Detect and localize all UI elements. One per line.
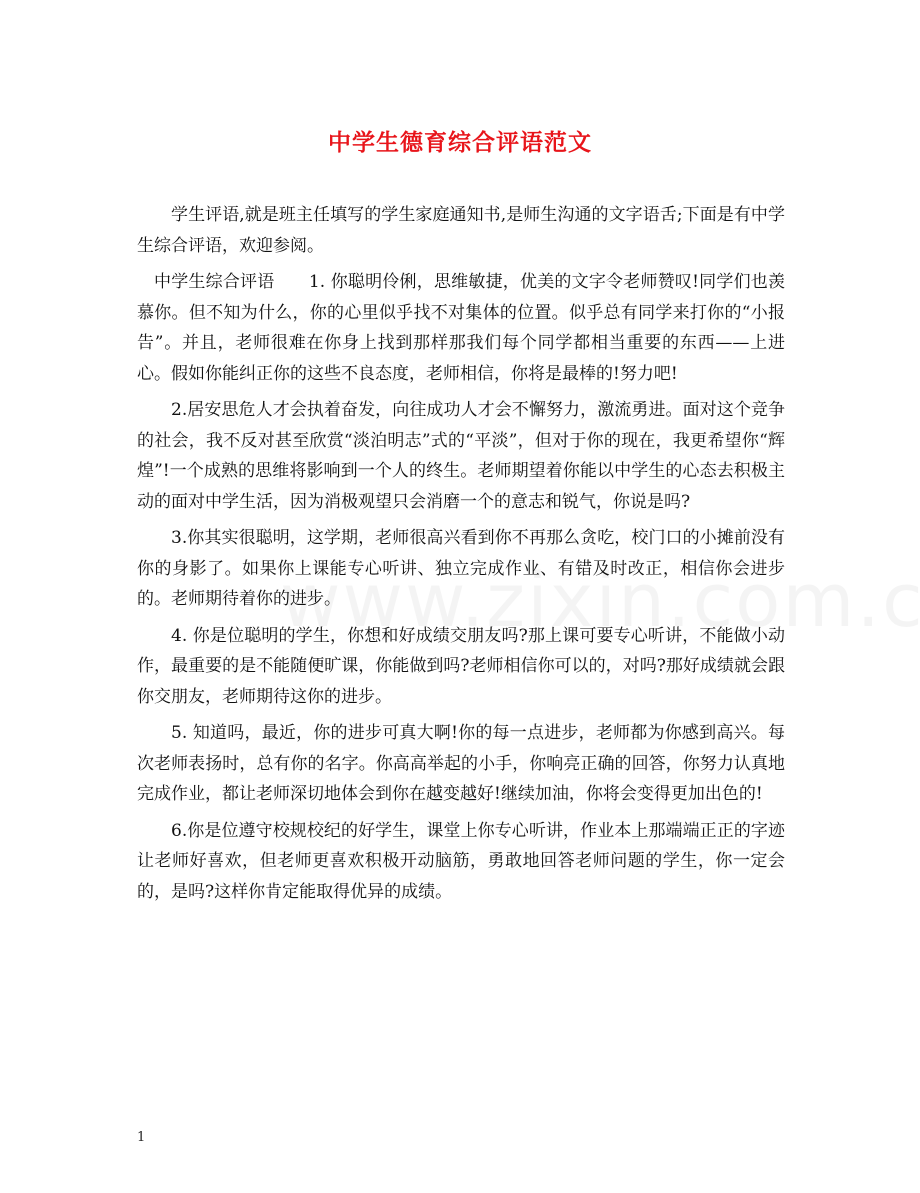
intro-paragraph: 学生评语,就是班主任填写的学生家庭通知书,是师生沟通的文字语舌;下面是有中学生综合评语，欢迎参阅。	[137, 205, 785, 256]
comment-paragraph-2: 2.居安思危人才会执着奋发，向往成功人才会不懈努力，激流勇进。面对这个竞争的社会，我不反对甚至欣赏“淡泊明志”式的“平淡”，但对于你的现在，我更希望你“辉煌”!一个成熟的思维将影响到一个人的终生。老师期望着你能以中学生的心态去积极主动的面对中学生活，因为消极观望只会消磨一个的意志和锐气，你说是吗?	[137, 400, 785, 512]
comment-paragraph-3: 3.你其实很聪明，这学期，老师很高兴看到你不再那么贪吃，校门口的小摊前没有你的身影了。如果你上课能专心听讲、独立完成作业、有错及时改正，相信你会进步的。老师期待着你的进步。	[137, 528, 785, 609]
comment-paragraph-6: 6.你是位遵守校规校纪的好学生，课堂上你专心听讲，作业本上那端端正正的字迹让老师好喜欢，但老师更喜欢积极开动脑筋，勇敢地回答老师问题的学生，你一定会的，是吗?这样你肯定能取得优异的成绩。	[137, 820, 785, 902]
comment-paragraph-4: 4. 你是位聪明的学生，你想和好成绩交朋友吗?那上课可要专心听讲，不能做小动作，最重要的是不能随便旷课，你能做到吗?老师相信你可以的，对吗?那好成绩就会跟你交朋友，老师期待这你的进步。	[137, 625, 785, 707]
document-title: 中学生德育综合评语范文	[328, 129, 592, 156]
comment-paragraph-5: 5. 知道吗，最近，你的进步可真大啊!你的每一点进步，老师都为你感到高兴。每次老师表扬时，总有你的名字。你高高举起的小手，你响亮正确的回答，你努力认真地完成作业，都让老师深切地体会到你在越变越好!继续加油，你将会变得更加出色的!	[137, 723, 785, 804]
page-number: 1	[137, 1130, 146, 1145]
comment-paragraph-1: 中学生综合评语 1. 你聪明伶俐，思维敏捷，优美的文字令老师赞叹!同学们也羡慕你。但不知为什么，你的心里似乎找不对集体的位置。似乎总有同学来打你的“小报告”。并且，老师很难在你身上找到那样那我们每个同学都相当重要的东西——上进心。假如你能纠正你的这些不良态度，老师相信，你将是最棒的!努力吧!	[137, 272, 785, 384]
document-body	[137, 200, 785, 913]
